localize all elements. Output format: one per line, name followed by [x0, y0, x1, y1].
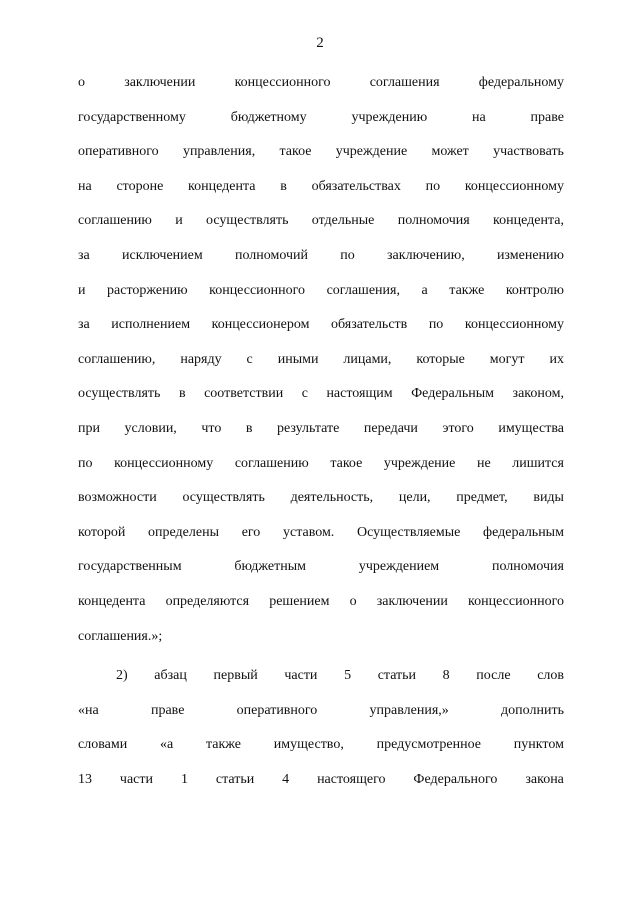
- word: обязательств: [331, 317, 408, 333]
- word: после: [476, 668, 511, 684]
- word: решением: [269, 593, 330, 609]
- word: учреждение: [383, 455, 456, 471]
- document-body: [78, 72, 564, 803]
- word: за: [78, 317, 90, 333]
- word: управления,: [182, 144, 256, 160]
- word: словами: [78, 737, 128, 753]
- paragraph: [78, 665, 564, 803]
- word: а: [421, 282, 428, 298]
- word: иными: [277, 351, 319, 367]
- word: концессионному: [114, 455, 214, 471]
- word: концессионером: [211, 317, 310, 333]
- word: изменению: [496, 247, 564, 263]
- word: стороне: [116, 178, 164, 194]
- word: полномочия: [397, 213, 470, 229]
- word: концессионному: [464, 178, 564, 194]
- word: осуществлять: [78, 386, 161, 402]
- word: о: [349, 593, 357, 609]
- word: концедента: [188, 178, 256, 194]
- word: 1: [180, 771, 188, 787]
- word: учреждение: [335, 144, 408, 160]
- text-line: [78, 72, 564, 107]
- word: результате: [277, 420, 340, 436]
- word: которой: [78, 524, 126, 540]
- word: по: [428, 317, 444, 333]
- word: учреждению: [351, 109, 428, 125]
- word: государственным: [78, 559, 182, 575]
- text-line: [78, 487, 564, 522]
- word: соглашения,: [326, 282, 400, 298]
- word: по: [78, 455, 93, 471]
- word: обязательствах: [311, 178, 401, 194]
- word: определяются: [165, 593, 250, 609]
- word: первый: [213, 668, 258, 684]
- word: оперативного: [236, 702, 318, 718]
- word: его: [241, 524, 261, 540]
- word: праве: [150, 702, 185, 718]
- word: имущества: [498, 420, 564, 436]
- word: концессионного: [209, 282, 306, 298]
- word: части: [284, 668, 318, 684]
- word: 5: [344, 668, 352, 684]
- word: 8: [442, 668, 450, 684]
- word: отдельные: [311, 213, 375, 229]
- word: соглашения.»;: [78, 628, 163, 644]
- word: полномочий: [234, 247, 309, 263]
- word: соответствии: [204, 386, 284, 402]
- word: соглашению: [234, 455, 309, 471]
- word: участвовать: [493, 144, 564, 160]
- text-line: [78, 383, 564, 418]
- word: на: [78, 178, 92, 194]
- word: деятельность,: [290, 490, 374, 506]
- word: в: [280, 178, 287, 194]
- word: за: [78, 247, 90, 263]
- word: «а: [159, 737, 174, 753]
- word: Осуществляемые: [357, 524, 461, 540]
- word: заключении: [124, 75, 196, 90]
- word: пунктом: [513, 737, 564, 753]
- word: определены: [148, 524, 219, 540]
- text-line: [78, 176, 564, 211]
- page-number: 2: [316, 35, 324, 51]
- text-line: [78, 210, 564, 245]
- text-line: [78, 556, 564, 591]
- word: 2): [116, 668, 128, 684]
- word: расторжению: [107, 282, 188, 298]
- word: дополнить: [501, 702, 564, 718]
- paragraph: [78, 72, 564, 660]
- word: соглашения: [369, 75, 440, 90]
- word: лишится: [512, 455, 564, 471]
- word: Федеральным: [411, 386, 495, 402]
- word: возможности: [78, 490, 157, 506]
- word: их: [549, 351, 564, 367]
- text-line: [78, 314, 564, 349]
- word: уставом.: [282, 524, 335, 540]
- word: такое: [279, 144, 312, 160]
- word: исключением: [122, 247, 203, 263]
- word: федеральному: [478, 75, 564, 90]
- word: цели,: [398, 490, 431, 506]
- word: заключению,: [387, 247, 465, 263]
- word: концессионного: [468, 593, 564, 609]
- word: наряду: [180, 351, 222, 367]
- word: законом,: [512, 386, 564, 402]
- word: управления,»: [369, 702, 449, 718]
- word: заключении: [376, 593, 448, 609]
- word: по: [340, 247, 355, 263]
- word: и: [175, 213, 183, 229]
- word: настоящего: [317, 771, 386, 787]
- word: в: [178, 386, 186, 402]
- word: части: [119, 771, 154, 787]
- word: оперативного: [78, 144, 159, 160]
- text-line: [78, 626, 564, 661]
- word: имущество,: [273, 737, 344, 753]
- word: бюджетным: [234, 559, 306, 575]
- word: концедента,: [493, 213, 564, 229]
- word: виды: [533, 490, 564, 506]
- word: «на: [78, 702, 99, 718]
- word: полномочия: [492, 559, 564, 575]
- word: по: [425, 178, 441, 194]
- word: статьи: [215, 771, 255, 787]
- word: могут: [489, 351, 525, 367]
- text-line: [78, 700, 564, 735]
- word: закона: [525, 771, 564, 787]
- word: что: [201, 420, 222, 436]
- word: настоящим: [326, 386, 393, 402]
- word: этого: [442, 420, 474, 436]
- word: статьи: [377, 668, 417, 684]
- text-line: [78, 107, 564, 142]
- word: концессионного: [234, 75, 331, 90]
- word: федеральным: [483, 524, 564, 540]
- word: в: [245, 420, 253, 436]
- word: предмет,: [456, 490, 508, 506]
- word: передачи: [363, 420, 418, 436]
- word: Федерального: [413, 771, 498, 787]
- word: осуществлять: [182, 490, 265, 506]
- word: концедента: [78, 593, 146, 609]
- word: может: [431, 144, 469, 160]
- word: также: [205, 737, 241, 753]
- text-line: [78, 453, 564, 488]
- word: контролю: [505, 282, 564, 298]
- word: условии,: [124, 420, 177, 436]
- word: которые: [416, 351, 465, 367]
- text-line: [78, 769, 564, 804]
- word: лицами,: [343, 351, 392, 367]
- word: государственному: [78, 109, 186, 125]
- word: и: [78, 282, 86, 298]
- text-line: [78, 280, 564, 315]
- text-line: [78, 418, 564, 453]
- text-line: [78, 591, 564, 626]
- word: 13: [78, 771, 92, 787]
- word: слов: [537, 668, 564, 684]
- word: при: [78, 420, 100, 436]
- word: на: [472, 109, 486, 125]
- word: концессионному: [464, 317, 564, 333]
- word: осуществлять: [206, 213, 289, 229]
- word: также: [449, 282, 485, 298]
- text-line: [78, 522, 564, 557]
- text-line: [78, 349, 564, 384]
- word: 4: [282, 771, 290, 787]
- word: праве: [530, 109, 564, 125]
- word: предусмотренное: [376, 737, 482, 753]
- word: учреждением: [358, 559, 440, 575]
- word: абзац: [154, 668, 187, 684]
- word: такое: [330, 455, 363, 471]
- word: с: [301, 386, 308, 402]
- word: бюджетному: [230, 109, 307, 125]
- word: соглашению,: [78, 351, 156, 367]
- word: не: [476, 455, 491, 471]
- text-line: [78, 245, 564, 280]
- word: о: [78, 75, 85, 90]
- word: соглашению: [78, 213, 152, 229]
- word: с: [246, 351, 253, 367]
- text-line: [78, 665, 564, 700]
- word: исполнением: [111, 317, 191, 333]
- text-line: [78, 141, 564, 176]
- text-line: [78, 734, 564, 769]
